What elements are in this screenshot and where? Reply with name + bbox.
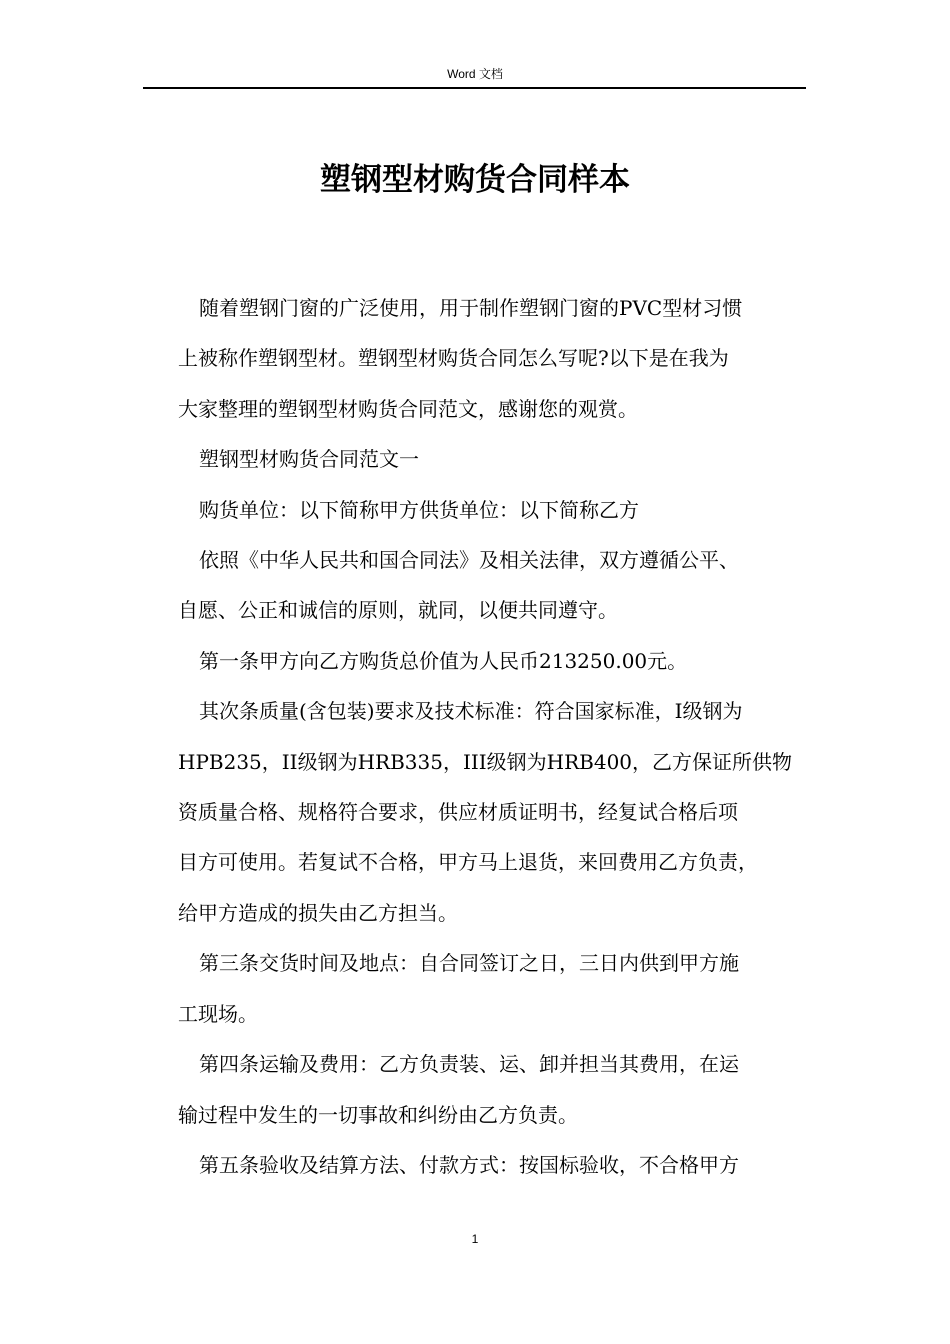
paragraph-line: 塑钢型材购货合同范文一 [199,447,419,472]
body-paragraph [178,686,808,938]
paragraph-line: 给甲方造成的损失由乙方担当。 [178,900,458,925]
body-paragraph [178,485,808,535]
paragraph-line: 工现场。 [178,1001,258,1026]
body-paragraph [178,1039,808,1140]
page-header: Word 文档 [447,67,503,81]
paragraph-line: 第四条运输及费用：乙方负责装、运、卸并担当其费用，在运 [199,1052,739,1077]
paragraph-line: 资质量合格、规格符合要求，供应材质证明书，经复试合格后项 [178,800,738,825]
paragraph-line: 自愿、公正和诚信的原则，就同，以便共同遵守。 [178,598,618,623]
body-paragraph [178,636,808,686]
paragraph-line: 依照《中华人民共和国合同法》及相关法律，双方遵循公平、 [199,548,739,573]
paragraph-line: 其次条质量(含包装)要求及技术标准：符合国家标准，I级钢为 [199,699,743,724]
paragraph-line: 输过程中发生的一切事故和纠纷由乙方负责。 [178,1102,578,1127]
paragraph-line: 随着塑钢门窗的广泛使用，用于制作塑钢门窗的PVC型材习惯 [199,296,743,320]
paragraph-line: 第五条验收及结算方法、付款方式：按国标验收，不合格甲方 [199,1152,739,1177]
body-paragraph [178,535,808,636]
document-title: 塑钢型材购货合同样本 [320,162,630,198]
paragraph-line: 目方可使用。若复试不合格，甲方马上退货，来回费用乙方负责， [178,850,758,875]
paragraph-line: 大家整理的塑钢型材购货合同范文，感谢您的观赏。 [178,396,638,421]
document-body [178,283,808,1190]
paragraph-line: 第三条交货时间及地点：自合同签订之日，三日内供到甲方施 [199,951,739,976]
paragraph-line: HPB235，II级钢为HRB335，III级钢为HRB400，乙方保证所供物 [178,749,793,774]
paragraph-line: 第一条甲方向乙方购货总价值为人民币213250.00元。 [199,648,688,673]
paragraph-line: 上被称作塑钢型材。塑钢型材购货合同怎么写呢?以下是在我为 [178,346,729,371]
body-paragraph [178,1140,808,1190]
body-paragraph [178,283,808,434]
page-number: 1 [471,1232,479,1246]
paragraph-line: 购货单位：以下简称甲方供货单位：以下简称乙方 [199,497,639,522]
body-paragraph [178,434,808,484]
body-paragraph [178,938,808,1039]
header-divider [143,87,806,89]
